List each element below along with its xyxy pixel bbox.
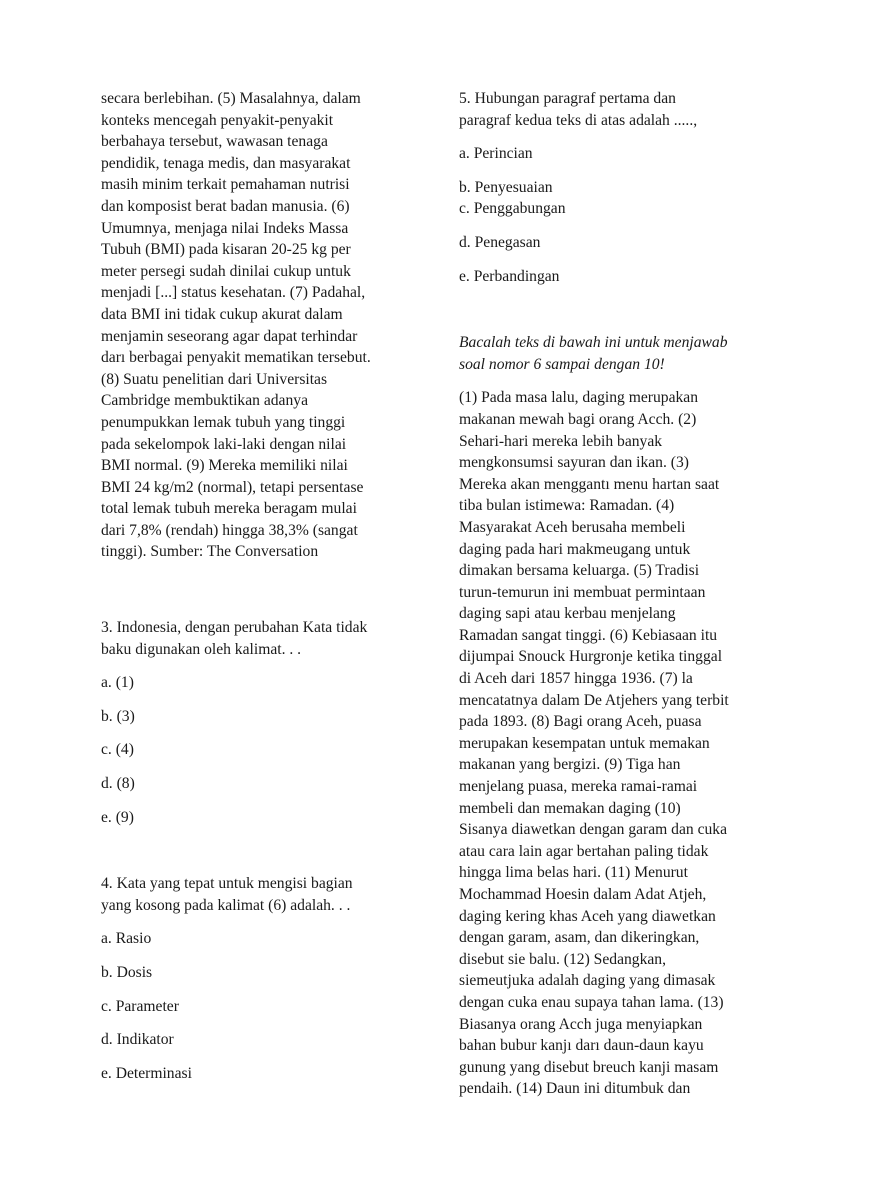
option-d[interactable]: d. Penegasan bbox=[459, 233, 541, 251]
passage-line: pendidik, tenaga medis, dan masyarakat bbox=[101, 154, 351, 172]
passage-line: dengan cuka enau supaya tahan lama. (13) bbox=[459, 993, 724, 1011]
passage-line: makanan mewah bagi orang Acch. (2) bbox=[459, 410, 697, 428]
passage-line: Masyarakat Aceh berusaha membeli bbox=[459, 518, 686, 536]
question-line: 3. Indonesia, dengan perubahan Kata tidak bbox=[101, 619, 368, 637]
passage-line: tiba bulan istimewa: Ramadan. (4) bbox=[459, 497, 675, 515]
passage-line: disebut sie balu. (12) Sedangkan, bbox=[459, 950, 667, 968]
passage-line: (1) Pada masa lalu, daging merupakan bbox=[459, 389, 699, 407]
option-a[interactable]: a. Rasio bbox=[101, 930, 152, 948]
question-4-options bbox=[101, 928, 419, 1084]
passage-line: menjamin seseorang agar dapat terhindar bbox=[101, 327, 358, 345]
passage-line: konteks mencegah penyakit-penyakit bbox=[101, 111, 334, 129]
passage-line: di Aceh dari 1857 hingga 1936. (7) la bbox=[459, 670, 693, 688]
passage-line: BMI normal. (9) Mereka memiliki nilai bbox=[101, 457, 348, 475]
passage-line: total lemak tubuh mereka beragam mulai bbox=[101, 500, 357, 518]
passage-line: turun-temurun ini membuat permintaan bbox=[459, 583, 706, 601]
passage-line: dengan garam, asam, dan dikeringkan, bbox=[459, 929, 700, 947]
question-line: 4. Kata yang tepat untuk mengisi bagian bbox=[101, 875, 353, 893]
passage-line: Umumnya, menjaga nilai Indeks Massa bbox=[101, 219, 349, 237]
passage-line: daging pada hari makmeugang untuk bbox=[459, 540, 691, 558]
question-5 bbox=[459, 88, 777, 131]
passage-line: data BMI ini tidak cukup akurat dalam bbox=[101, 305, 343, 323]
option-e[interactable]: e. Determinasi bbox=[101, 1064, 192, 1082]
passage-line: Ramadan sangat tinggi. (6) Kebiasaan itu bbox=[459, 626, 718, 644]
question-line: 5. Hubungan paragraf pertama dan bbox=[459, 90, 676, 107]
passage-line: dimakan bersama keluarga. (5) Tradisi bbox=[459, 562, 700, 580]
instruction-line: Bacalah teks di bawah ini untuk menjawab bbox=[459, 334, 728, 352]
question-line: yang kosong pada kalimat (6) adalah. . . bbox=[101, 896, 351, 914]
passage-line: mencatatnya dalam De Atjehers yang terbit bbox=[459, 691, 729, 709]
option-d[interactable]: d. (8) bbox=[101, 775, 135, 793]
option-d[interactable]: d. Indikator bbox=[101, 1031, 174, 1049]
right-column bbox=[459, 88, 777, 1100]
passage-line: Sisanya diawetkan dengan garam dan cuka bbox=[459, 821, 728, 839]
passage-line: Cambridge membuktikan adanya bbox=[101, 392, 308, 410]
reading-instruction bbox=[459, 332, 777, 375]
passage-line: daging sapi atau kerbau menjelang bbox=[459, 605, 676, 623]
option-e[interactable]: e. (9) bbox=[101, 808, 134, 826]
passage-line: dijumpai Snouck Hurgronje ketika tinggal bbox=[459, 648, 723, 666]
option-e[interactable]: e. Perbandingan bbox=[459, 267, 560, 285]
passage-line: makanan yang bergizi. (9) Tiga han bbox=[459, 756, 681, 774]
option-b[interactable]: b. Penyesuaian bbox=[459, 178, 553, 196]
passage-line: siemeutjuka adalah daging yang dimasak bbox=[459, 972, 716, 990]
passage-line: darı berbagai penyakit mematikan tersebut. bbox=[101, 349, 371, 367]
passage-line: berbahaya tersebut, wawasan tenaga bbox=[101, 133, 328, 151]
passage-line: BMI 24 kg/m2 (normal), tetapi persentase bbox=[101, 478, 364, 496]
passage-line: gunung yang disebut breuch kanji masam bbox=[459, 1058, 719, 1076]
instruction-line: soal nomor 6 sampai dengan 10! bbox=[459, 355, 665, 373]
passage-line: meter persegi sudah dinilai cukup untuk bbox=[101, 262, 351, 280]
option-a[interactable]: a. (1) bbox=[101, 674, 134, 692]
question-4 bbox=[101, 873, 419, 916]
passage-line: penumpukkan lemak tubuh yang tinggi bbox=[101, 413, 346, 431]
left-column bbox=[101, 88, 419, 1084]
passage-line: menjelang puasa, mereka ramai-ramai bbox=[459, 778, 698, 796]
passage-line: pendaih. (14) Daun ini ditumbuk dan bbox=[459, 1080, 691, 1098]
question-5-options bbox=[459, 143, 777, 287]
passage-line: atau cara lain agar bertahan paling tidak bbox=[459, 842, 709, 860]
passage-line: pada sekelompok laki-laki dengan nilai bbox=[101, 435, 347, 453]
passage-line: Tubuh (BMI) pada kisaran 20-25 kg per bbox=[101, 241, 351, 259]
passage-line: daging kering khas Aceh yang diawetkan bbox=[459, 907, 716, 925]
passage-line: Sehari-hari mereka lebih banyak bbox=[459, 432, 663, 450]
passage-line: dan komposist berat badan manusia. (6) bbox=[101, 197, 350, 215]
passage-line: merupakan kesempatan untuk memakan bbox=[459, 734, 710, 752]
question-3 bbox=[101, 617, 419, 660]
passage-line: bahan bubur kanjı darı daun-daun kayu bbox=[459, 1037, 704, 1055]
passage-line: mengkonsumsi sayuran dan ikan. (3) bbox=[459, 454, 689, 472]
option-c[interactable]: c. Penggabungan bbox=[459, 200, 566, 218]
passage-line: dari 7,8% (rendah) hingga 38,3% (sangat bbox=[101, 521, 358, 539]
passage-line: Biasanya orang Acch juga menyiapkan bbox=[459, 1015, 703, 1033]
passage-text bbox=[459, 387, 777, 1100]
passage-line: secara berlebihan. (5) Masalahnya, dalam bbox=[101, 90, 361, 107]
passage-line: masih minim terkait pemahaman nutrisi bbox=[101, 176, 350, 194]
option-a[interactable]: a. Perincian bbox=[459, 145, 533, 163]
question-line: baku digunakan oleh kalimat. . . bbox=[101, 640, 302, 658]
passage-text bbox=[101, 88, 419, 563]
option-c[interactable]: c. (4) bbox=[101, 741, 134, 759]
passage-line: Mereka akan menggantı menu hartan saat bbox=[459, 475, 720, 493]
question-line: paragraf kedua teks di atas adalah ....., bbox=[459, 111, 698, 129]
passage-line: membeli dan memakan daging (10) bbox=[459, 799, 681, 817]
option-c[interactable]: c. Parameter bbox=[101, 997, 179, 1015]
passage-line: pada 1893. (8) Bagi orang Aceh, puasa bbox=[459, 713, 702, 731]
passage-line: hingga lima belas hari. (11) Menurut bbox=[459, 864, 688, 882]
option-b[interactable]: b. (3) bbox=[101, 707, 135, 725]
passage-line: (8) Suatu penelitian dari Universitas bbox=[101, 370, 328, 388]
passage-line: Mochammad Hoesin dalam Adat Atjeh, bbox=[459, 886, 707, 903]
question-3-options bbox=[101, 672, 419, 828]
passage-line: tinggi). Sumber: The Conversation bbox=[101, 543, 319, 561]
passage-line: menjadi [...] status kesehatan. (7) Padahal, bbox=[101, 284, 366, 302]
option-b[interactable]: b. Dosis bbox=[101, 964, 153, 981]
